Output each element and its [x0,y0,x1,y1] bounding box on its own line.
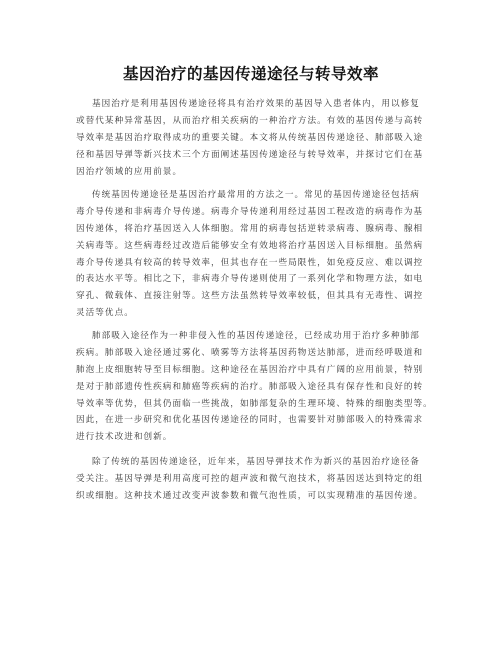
text-line: 除了传统的基因传递途径，近年来，基因导弹技术作为新兴的基因治疗途径备 [92,457,420,467]
text-line: 肺泡上皮细胞转导至目标细胞。这种途径在基因治疗中具有广阔的应用前景，特别 [76,364,424,375]
text-line: 毒介导传递具有较高的转导效率，但其也存在一些局限性，如免疫反应、难以调控 [76,257,424,268]
text-line: 穿孔、微载体、直接注射等。这些方法虽然转导效率较低，但其具有无毒性、调控 [76,291,424,302]
text-line: 导效率等优势，但其仍面临一些挑战，如肺部复杂的生理环境、特殊的细胞类型等。 [76,398,433,409]
text-line: 因治疗领域的应用前景。 [76,166,183,177]
text-line: 毒介导传递和非病毒介导传递。病毒介导传递利用经过基因工程改造的病毒作为基 [76,206,424,217]
text-line: 灵活等优点。 [76,308,134,319]
text-line: 传统基因传递途径是基因治疗最常用的方法之一。常见的基因传递途径包括病 [92,190,420,200]
text-line: 或替代某种异常基因，从而治疗相关疾病的一种治疗方法。有效的基因传递与高转 [76,115,424,126]
paragraph-intro [76,96,426,180]
text-line: 是对于肺部遗传性疾病和肺癌等疾病的治疗。肺部吸入途径具有保存性和良好的转 [76,381,424,392]
text-line: 关病毒等。这些病毒经过改造后能够安全有效地将治疗基因送入目标细胞。虽然病 [76,240,424,251]
document-title: 基因治疗的基因传递途径与转导效率 [122,65,379,83]
text-line: 受关注。基因导弹是利用高度可控的超声波和微气泡技术，将基因送达到特定的组 [76,473,424,484]
text-line: 因此，在进一步研究和优化基因传递途径的同时，也需要针对肺部吸入的特殊需求 [76,415,424,426]
text-line: 基因治疗是利用基因传递途径将具有治疗效果的基因导入患者体内，用以修复 [92,99,420,109]
text-line: 进行技术改进和创新。 [76,432,173,443]
text-line: 因传递体，将治疗基因送入人体细胞。常用的病毒包括逆转录病毒、腺病毒、腺相 [76,223,424,234]
text-line: 织或细胞。这种技术通过改变声波参数和微气泡性质，可以实现精准的基因传递。 [76,490,424,501]
paragraph-pulmonary-route [76,328,433,446]
paragraph-traditional-delivery [76,187,426,322]
text-line: 肺部吸入途径作为一种非侵入性的基因传递途径，已经成功用于治疗多种肺部 [92,331,420,341]
text-line: 导效率是基因治疗取得成功的重要关键。本文将从传统基因传递途径、肺部吸入途 [76,132,424,143]
text-line: 疾病。肺部吸入途径通过雾化、喷雾等方法将基因药物送达肺部，进而经呼吸道和 [76,347,424,358]
text-line: 的表达水平等。相比之下，非病毒介导传递则使用了一系列化学和物理方法，如电 [76,274,424,285]
text-line: 径和基因导弹等新兴技术三个方面阐述基因传递途径与转导效率，并探讨它们在基 [76,149,424,160]
paragraph-gene-missile [76,454,426,505]
